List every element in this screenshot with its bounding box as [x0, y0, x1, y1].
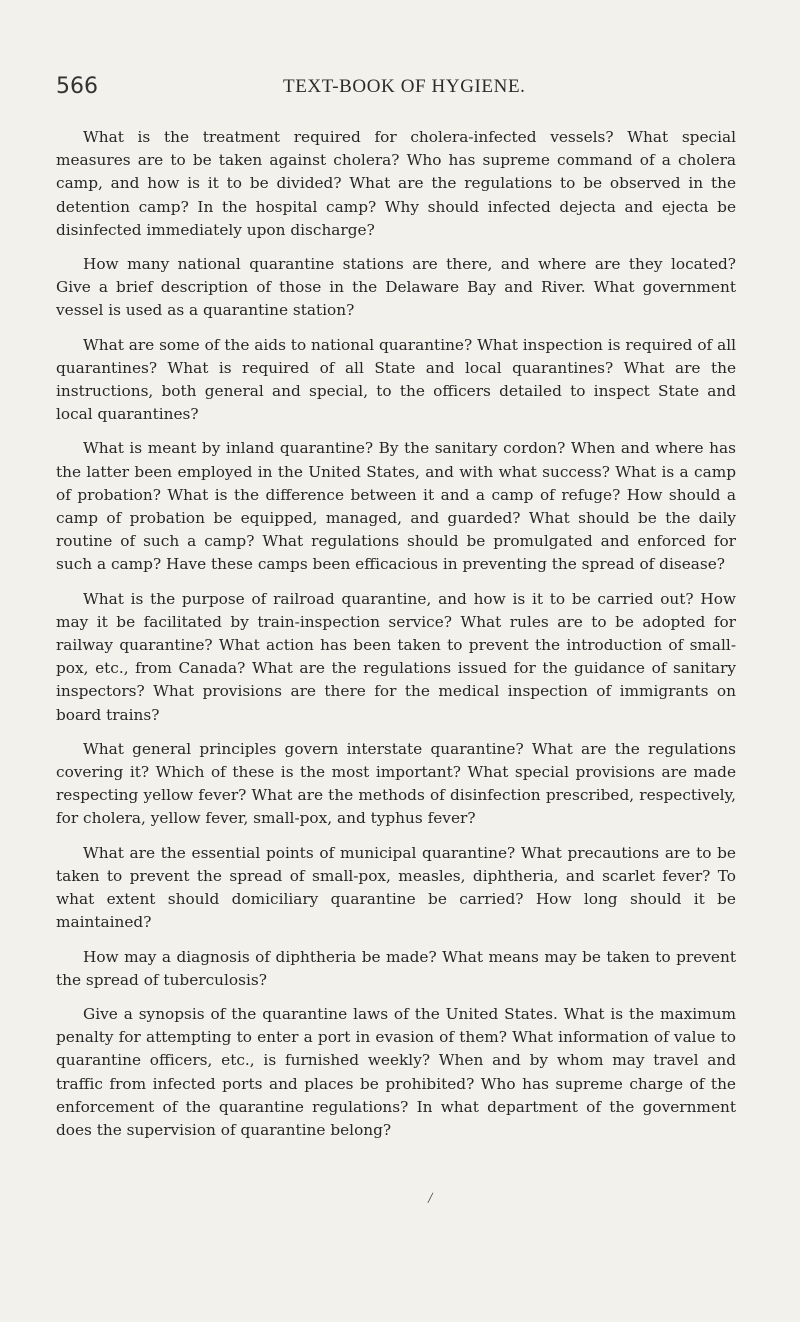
page-header: [56, 74, 736, 104]
paragraph-cholera-vessels: What is the treatment required for cholera-infected vessels? What special measures are to be taken against cholera? Who has supreme command of a cholera camp, and how is it to be divided? What are the regulations to be observed in the detention camp? In the hospital camp? Why should infected dejecta and ejecta be disinfected immediately upon discharge?: [56, 128, 736, 239]
paragraph-interstate-quarantine: What general principles govern interstate quarantine? What are the regulations covering it? Which of these is the most important? What special provisions are made respecting yellow fever? What are the methods of disinfection prescribed, respectively, for cholera, yellow fever, small-pox, and typhus fever?: [56, 739, 736, 828]
page-number: 566: [56, 74, 98, 99]
paragraph-railroad-quarantine: What is the purpose of railroad quarantine, and how is it to be carried out? How may it be facilitated by train-inspection service? What rules are to be adopted for railway quarantine? What action has been taken to prevent the introduction of small-pox, etc., from Canada? What are the regulations issued for the guidance of sanitary inspectors? What provisions are there for the medical inspection of immigrants on board trains?: [56, 589, 736, 724]
paragraph-quarantine-laws: Give a synopsis of the quarantine laws of the United States. What is the maximum penalty for attempting to enter a port in evasion of them? What information of value to quarantine officers, etc., is furnished weekly? When and by whom may travel and traffic from infected ports and places be prohibited? Who has supreme charge of the enforcement of the quarantine regulations? In what department of the government does the supervision of quarantine belong?: [56, 1004, 736, 1139]
paragraph-municipal-quarantine: What are the essential points of municipal quarantine? What precautions are to be taken to prevent the spread of small-pox, measles, diphtheria, and scarlet fever? To what extent should domiciliary quarantine be carried? How long should it be maintained?: [56, 843, 736, 932]
paragraph-national-quarantine-aids: What are some of the aids to national quarantine? What inspection is required of all quarantines? What is required of all State and local quarantines? What are the instructions, both general and special, to the officers detailed to inspect State and local quarantines?: [56, 335, 736, 424]
stray-pencil-mark: /: [426, 1189, 434, 1208]
running-title: TEXT-BOOK OF HYGIENE.: [283, 76, 526, 97]
paragraph-inland-quarantine: What is meant by inland quarantine? By the sanitary cordon? When and where has the latter been employed in the United States, and with what success? What is a camp of probation? What is the difference between it and a camp of refuge? How should a camp of probation be equipped, managed, and guarded? What should be the daily routine of such a camp? What regulations should be promulgated and enforced for such a camp? Have these camps been efficacious in preventing the spread of disease?: [56, 439, 736, 574]
body-text: [56, 126, 736, 1153]
paragraph-quarantine-stations: How many national quarantine stations are there, and where are they located? Give a brief description of those in the Delaware Bay and River. What government vessel is used as a quarantine station?: [56, 255, 736, 320]
paragraph-diphtheria-tuberculosis: How may a diagnosis of diphtheria be made? What means may be taken to prevent the spread of tuberculosis?: [56, 947, 736, 989]
